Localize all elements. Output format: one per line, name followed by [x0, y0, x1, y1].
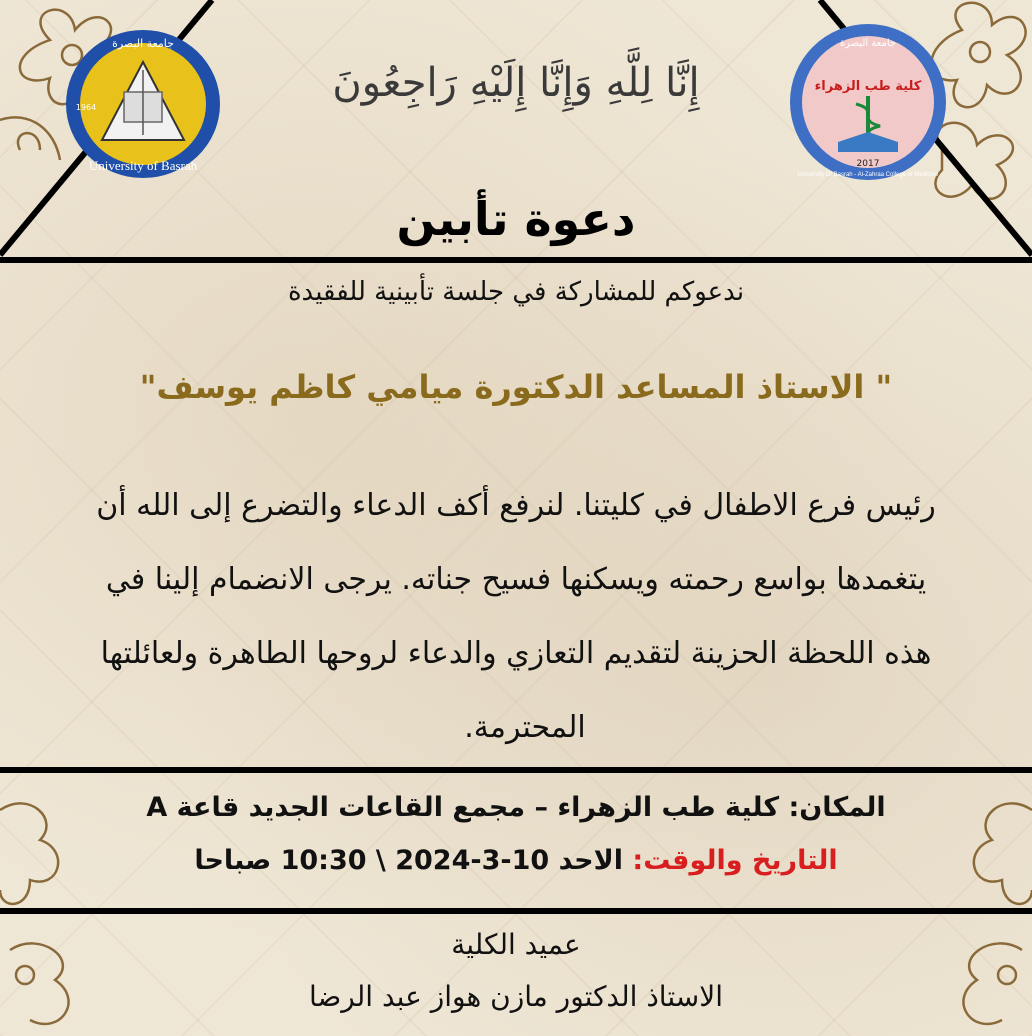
- deceased-name: " الاستاذ المساعد الدكتورة ميامي كاظم يوسف": [139, 368, 893, 406]
- divider-top: [0, 257, 1032, 263]
- logo-right-arabic: جامعة البصرة: [839, 38, 897, 49]
- logo-right-year: 2017: [856, 159, 880, 169]
- divider-middle: [0, 767, 1032, 773]
- logo-right-name: University Of Basrah - Al-Zahraa College of Medicine: [797, 172, 939, 178]
- paragraph-line-4: المحترمة.: [464, 710, 586, 745]
- signatory-name: الاستاذ الدكتور مازن هواز عبد الرضا: [309, 980, 723, 1013]
- invite-line: ندعوكم للمشاركة في جلسة تأبينية للفقيدة: [287, 277, 745, 307]
- logo-left-text: University of Basrah: [88, 158, 198, 173]
- paragraph-line-3: هذه اللحظة الحزينة لتقديم التعازي والدعاء لروحها الطاهرة ولعائلتها: [100, 636, 932, 671]
- signatory-title: عميد الكلية: [451, 928, 581, 961]
- paragraph-line-1: رئيس فرع الاطفال في كليتنا. لنرفع أكف الدعاء والتضرع إلى الله أن: [96, 488, 936, 523]
- datetime-value: الاحد 10-3-2024 \ 10:30 صباحا: [194, 845, 633, 876]
- datetime-label: التاريخ والوقت:: [632, 845, 838, 876]
- divider-lower: [0, 908, 1032, 914]
- logo-right-college: كلية طب الزهراء: [814, 79, 922, 94]
- page-title: دعوة تأبين: [396, 192, 636, 246]
- logo-left-arabic: جامعة البصرة: [112, 37, 174, 50]
- event-location: المكان: كلية طب الزهراء – مجمع القاعات الجديد قاعة A: [146, 792, 886, 823]
- calligraphy-verse: إِنَّا لِلَّهِ وَإِنَّا إِلَيْهِ رَاجِعُونَ: [332, 60, 700, 106]
- event-datetime: [0, 845, 1032, 876]
- logo-left-year: 1964: [75, 103, 97, 112]
- paragraph-line-2: يتغمدها بواسع رحمته ويسكنها فسيح جناته. يرجى الانضمام إلينا في: [105, 562, 927, 597]
